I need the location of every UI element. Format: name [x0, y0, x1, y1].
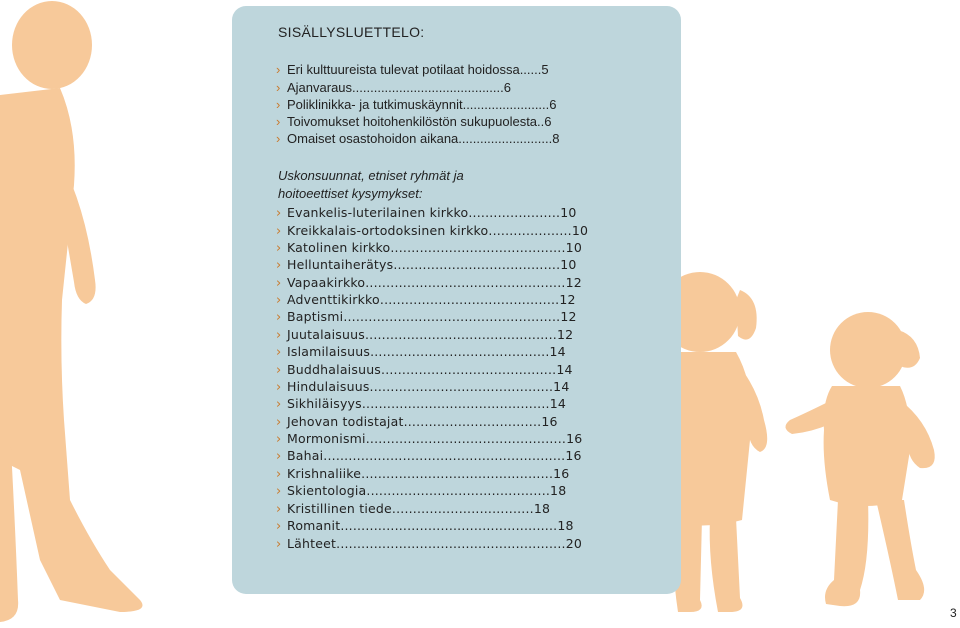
chevron-right-icon: › — [276, 397, 282, 412]
toc-entry[interactable]: › Skientologia ............................................ 18 — [276, 483, 567, 499]
toc-entry[interactable]: › Islamilaisuus ........................................... 14 — [276, 344, 566, 360]
chevron-right-icon: › — [276, 276, 282, 291]
section-heading: hoitoeettiset kysymykset: — [278, 186, 423, 201]
toc-entry[interactable]: › Krishnaliike .............................................. 16 — [276, 466, 570, 482]
toddler-silhouette — [785, 312, 934, 606]
chevron-right-icon: › — [276, 293, 282, 308]
chevron-right-icon: › — [276, 415, 282, 430]
toc-entry[interactable]: › Lähteet ....................................................... 20 — [276, 536, 582, 552]
toc-entry[interactable]: › Juutalaisuus .............................................. 12 — [276, 327, 574, 343]
toc-entry[interactable]: › Katolinen kirkko .......................................... 10 — [276, 240, 582, 256]
chevron-right-icon: › — [276, 131, 281, 146]
toc-entry[interactable]: › Ajanvaraus .......................................... 6 — [276, 80, 511, 95]
toc-entry[interactable]: › Adventtikirkko ........................................... 12 — [276, 292, 576, 308]
toc-entry[interactable]: › Evankelis-luterilainen kirkko ...................... 10 — [276, 205, 577, 221]
toc-entry[interactable]: › Kristillinen tiede .................................. 18 — [276, 501, 551, 517]
toc-entry[interactable]: › Jehovan todistajat ................................. 16 — [276, 414, 558, 430]
toc-entry[interactable]: › Omaiset osastohoidon aikana .......................... 8 — [276, 131, 560, 146]
chevron-right-icon: › — [276, 363, 282, 378]
toc-entry[interactable]: › Helluntaiherätys ........................................ 10 — [276, 257, 577, 273]
toc-entry[interactable]: › Vapaakirkko ................................................ 12 — [276, 275, 582, 291]
chevron-right-icon: › — [276, 224, 282, 239]
chevron-right-icon: › — [276, 62, 281, 77]
toc-entry[interactable]: › Sikhiläisyys ............................................. 14 — [276, 396, 566, 412]
chevron-right-icon: › — [276, 345, 282, 360]
chevron-right-icon: › — [276, 97, 281, 112]
toc-title: SISÄLLYSLUETTELO: — [278, 24, 425, 40]
adult-silhouette — [0, 1, 143, 622]
chevron-right-icon: › — [276, 241, 282, 256]
chevron-right-icon: › — [276, 519, 282, 534]
section-heading: Uskonsuunnat, etniset ryhmät ja — [278, 168, 464, 183]
chevron-right-icon: › — [276, 537, 282, 552]
toc-entry[interactable]: › Baptismi .................................................... 12 — [276, 309, 577, 325]
chevron-right-icon: › — [276, 206, 282, 221]
toc-entry[interactable]: › Eri kulttuureista tulevat potilaat hoidossa ...... 5 — [276, 62, 549, 77]
toc-entry[interactable]: › Romanit .................................................... 18 — [276, 518, 574, 534]
toc-entry[interactable]: › Hindulaisuus ............................................ 14 — [276, 379, 570, 395]
toc-entry[interactable]: › Kreikkalais-ortodoksinen kirkko .................... 10 — [276, 223, 589, 239]
chevron-right-icon: › — [276, 310, 282, 325]
page-number: 3 — [950, 606, 957, 620]
toc-entry[interactable]: › Buddhalaisuus .......................................... 14 — [276, 362, 573, 378]
chevron-right-icon: › — [276, 258, 282, 273]
chevron-right-icon: › — [276, 380, 282, 395]
chevron-right-icon: › — [276, 80, 281, 95]
toc-entry[interactable]: › Bahai .......................................................... 16 — [276, 448, 582, 464]
toc-entry[interactable]: › Mormonismi ................................................ 16 — [276, 431, 583, 447]
chevron-right-icon: › — [276, 502, 282, 517]
chevron-right-icon: › — [276, 484, 282, 499]
chevron-right-icon: › — [276, 114, 281, 129]
chevron-right-icon: › — [276, 328, 282, 343]
chevron-right-icon: › — [276, 467, 282, 482]
toc-entry[interactable]: › Poliklinikka- ja tutkimuskäynnit ........................ 6 — [276, 97, 557, 112]
chevron-right-icon: › — [276, 449, 282, 464]
toc-entry[interactable]: › Toivomukset hoitohenkilöstön sukupuolesta .. 6 — [276, 114, 552, 129]
chevron-right-icon: › — [276, 432, 282, 447]
